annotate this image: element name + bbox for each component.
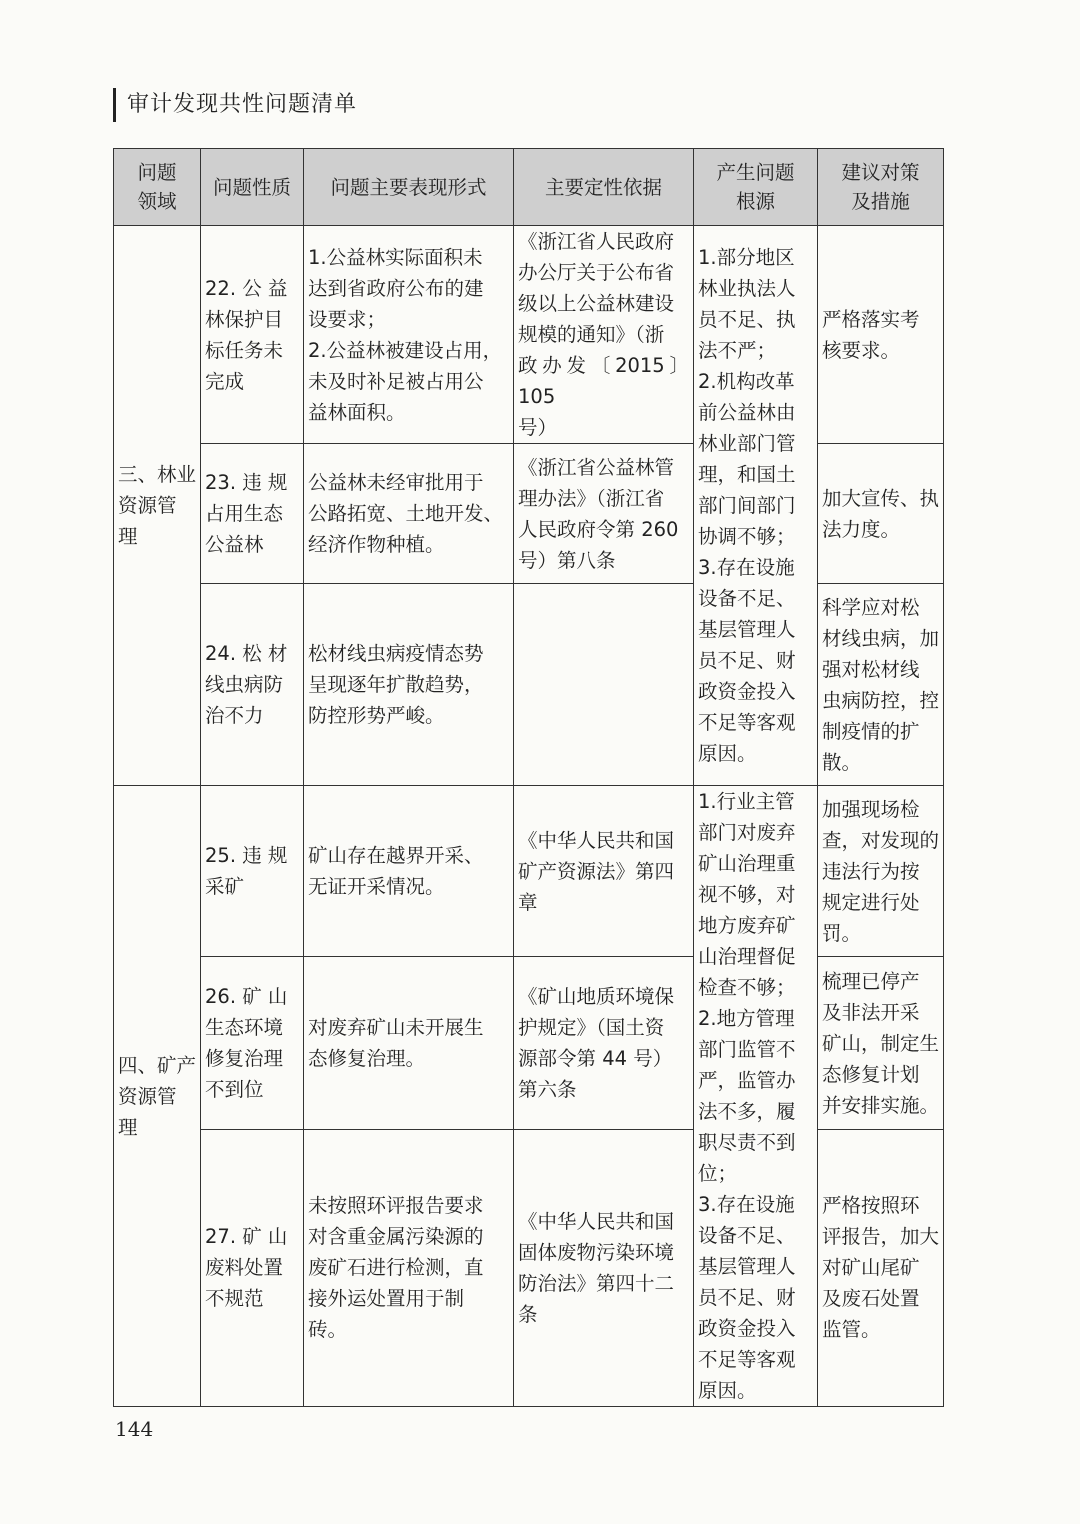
page-title: 审计发现共性问题清单 xyxy=(127,92,358,117)
table-row xyxy=(114,584,944,786)
basis-cell: 《矿山地质环境保 护规定》（国土资 源部令第 44 号） 第六条 xyxy=(514,957,694,1130)
root-cause-cell: 1.部分地区 林业执法人 员不足、执 法不严； 2.机构改革 前公益林由 林业部门管 理，和国土 部门间部门 协调不够； 3.存在设施 设备不足、 基层管理人 员不足、财 政资金投入 不足等客观 原因。 xyxy=(694,226,818,786)
measure-cell: 加大宣传、执 法力度。 xyxy=(818,444,944,584)
basis-cell: 《浙江省公益林管 理办法》（浙江省 人民政府令第 260 号）第八条 xyxy=(514,444,694,584)
basis-cell: 《浙江省人民政府 办公厅关于公布省 级以上公益林建设 规模的通知》（浙 政办发〔2015〕105 号） xyxy=(514,226,694,444)
domain-cell: 三、林业 资源管 理 xyxy=(114,226,201,786)
nature-cell: 24. 松 材 线虫病防 治不力 xyxy=(201,584,304,786)
page-number: 144 xyxy=(115,1417,154,1441)
basis-cell xyxy=(514,584,694,786)
form-cell: 矿山存在越界开采、 无证开采情况。 xyxy=(304,786,514,957)
root-cause-cell: 1.行业主管 部门对废弃 矿山治理重 视不够，对 地方废弃矿 山治理督促 检查不够； 2.地方管理 部门监管不 严，监管办 法不多，履 职尽责不到 位； 3.存在设施 设备不足、 基层管理人 员不足、财 政资金投入 不足等客观 原因。 xyxy=(694,786,818,1407)
issues-table xyxy=(113,148,944,1407)
form-cell: 未按照环评报告要求 对含重金属污染源的 废矿石进行检测，直 接外运处置用于制 砖。 xyxy=(304,1129,514,1406)
nature-cell: 27. 矿 山 废料处置 不规范 xyxy=(201,1129,304,1406)
table-row xyxy=(114,786,944,957)
form-cell: 1.公益林实际面积未 达到省政府公布的建 设要求； 2.公益林被建设占用， 未及时补足被占用公 益林面积。 xyxy=(304,226,514,444)
basis-cell: 《中华人民共和国 矿产资源法》第四 章 xyxy=(514,786,694,957)
form-cell: 对废弃矿山未开展生 态修复治理。 xyxy=(304,957,514,1130)
nature-cell: 26. 矿 山 生态环境 修复治理 不到位 xyxy=(201,957,304,1130)
nature-cell: 25. 违 规 采矿 xyxy=(201,786,304,957)
table-row xyxy=(114,226,944,444)
column-header-root-cause: 产生问题 根源 xyxy=(694,149,818,226)
domain-cell: 四、矿产 资源管 理 xyxy=(114,786,201,1407)
header-rule xyxy=(113,88,116,122)
column-header-domain: 问题 领域 xyxy=(114,149,201,226)
nature-cell: 23. 违 规 占用生态 公益林 xyxy=(201,444,304,584)
measure-cell: 严格落实考 核要求。 xyxy=(818,226,944,444)
table-header-row xyxy=(114,149,944,226)
table-row xyxy=(114,957,944,1130)
measure-cell: 加强现场检 查，对发现的 违法行为按 规定进行处 罚。 xyxy=(818,786,944,957)
column-header-form: 问题主要表现形式 xyxy=(304,149,514,226)
column-header-measure: 建议对策 及措施 xyxy=(818,149,944,226)
form-cell: 松材线虫病疫情态势 呈现逐年扩散趋势， 防控形势严峻。 xyxy=(304,584,514,786)
measure-cell: 严格按照环 评报告，加大 对矿山尾矿 及废石处置 监管。 xyxy=(818,1129,944,1406)
nature-cell: 22. 公 益 林保护目 标任务未 完成 xyxy=(201,226,304,444)
column-header-nature: 问题性质 xyxy=(201,149,304,226)
table-row xyxy=(114,444,944,584)
measure-cell: 科学应对松 材线虫病，加 强对松材线 虫病防控，控 制疫情的扩 散。 xyxy=(818,584,944,786)
basis-cell: 《中华人民共和国 固体废物污染环境 防治法》第四十二 条 xyxy=(514,1129,694,1406)
table-row xyxy=(114,1129,944,1406)
column-header-basis: 主要定性依据 xyxy=(514,149,694,226)
form-cell: 公益林未经审批用于 公路拓宽、土地开发、 经济作物种植。 xyxy=(304,444,514,584)
measure-cell: 梳理已停产 及非法开采 矿山，制定生 态修复计划 并安排实施。 xyxy=(818,957,944,1130)
